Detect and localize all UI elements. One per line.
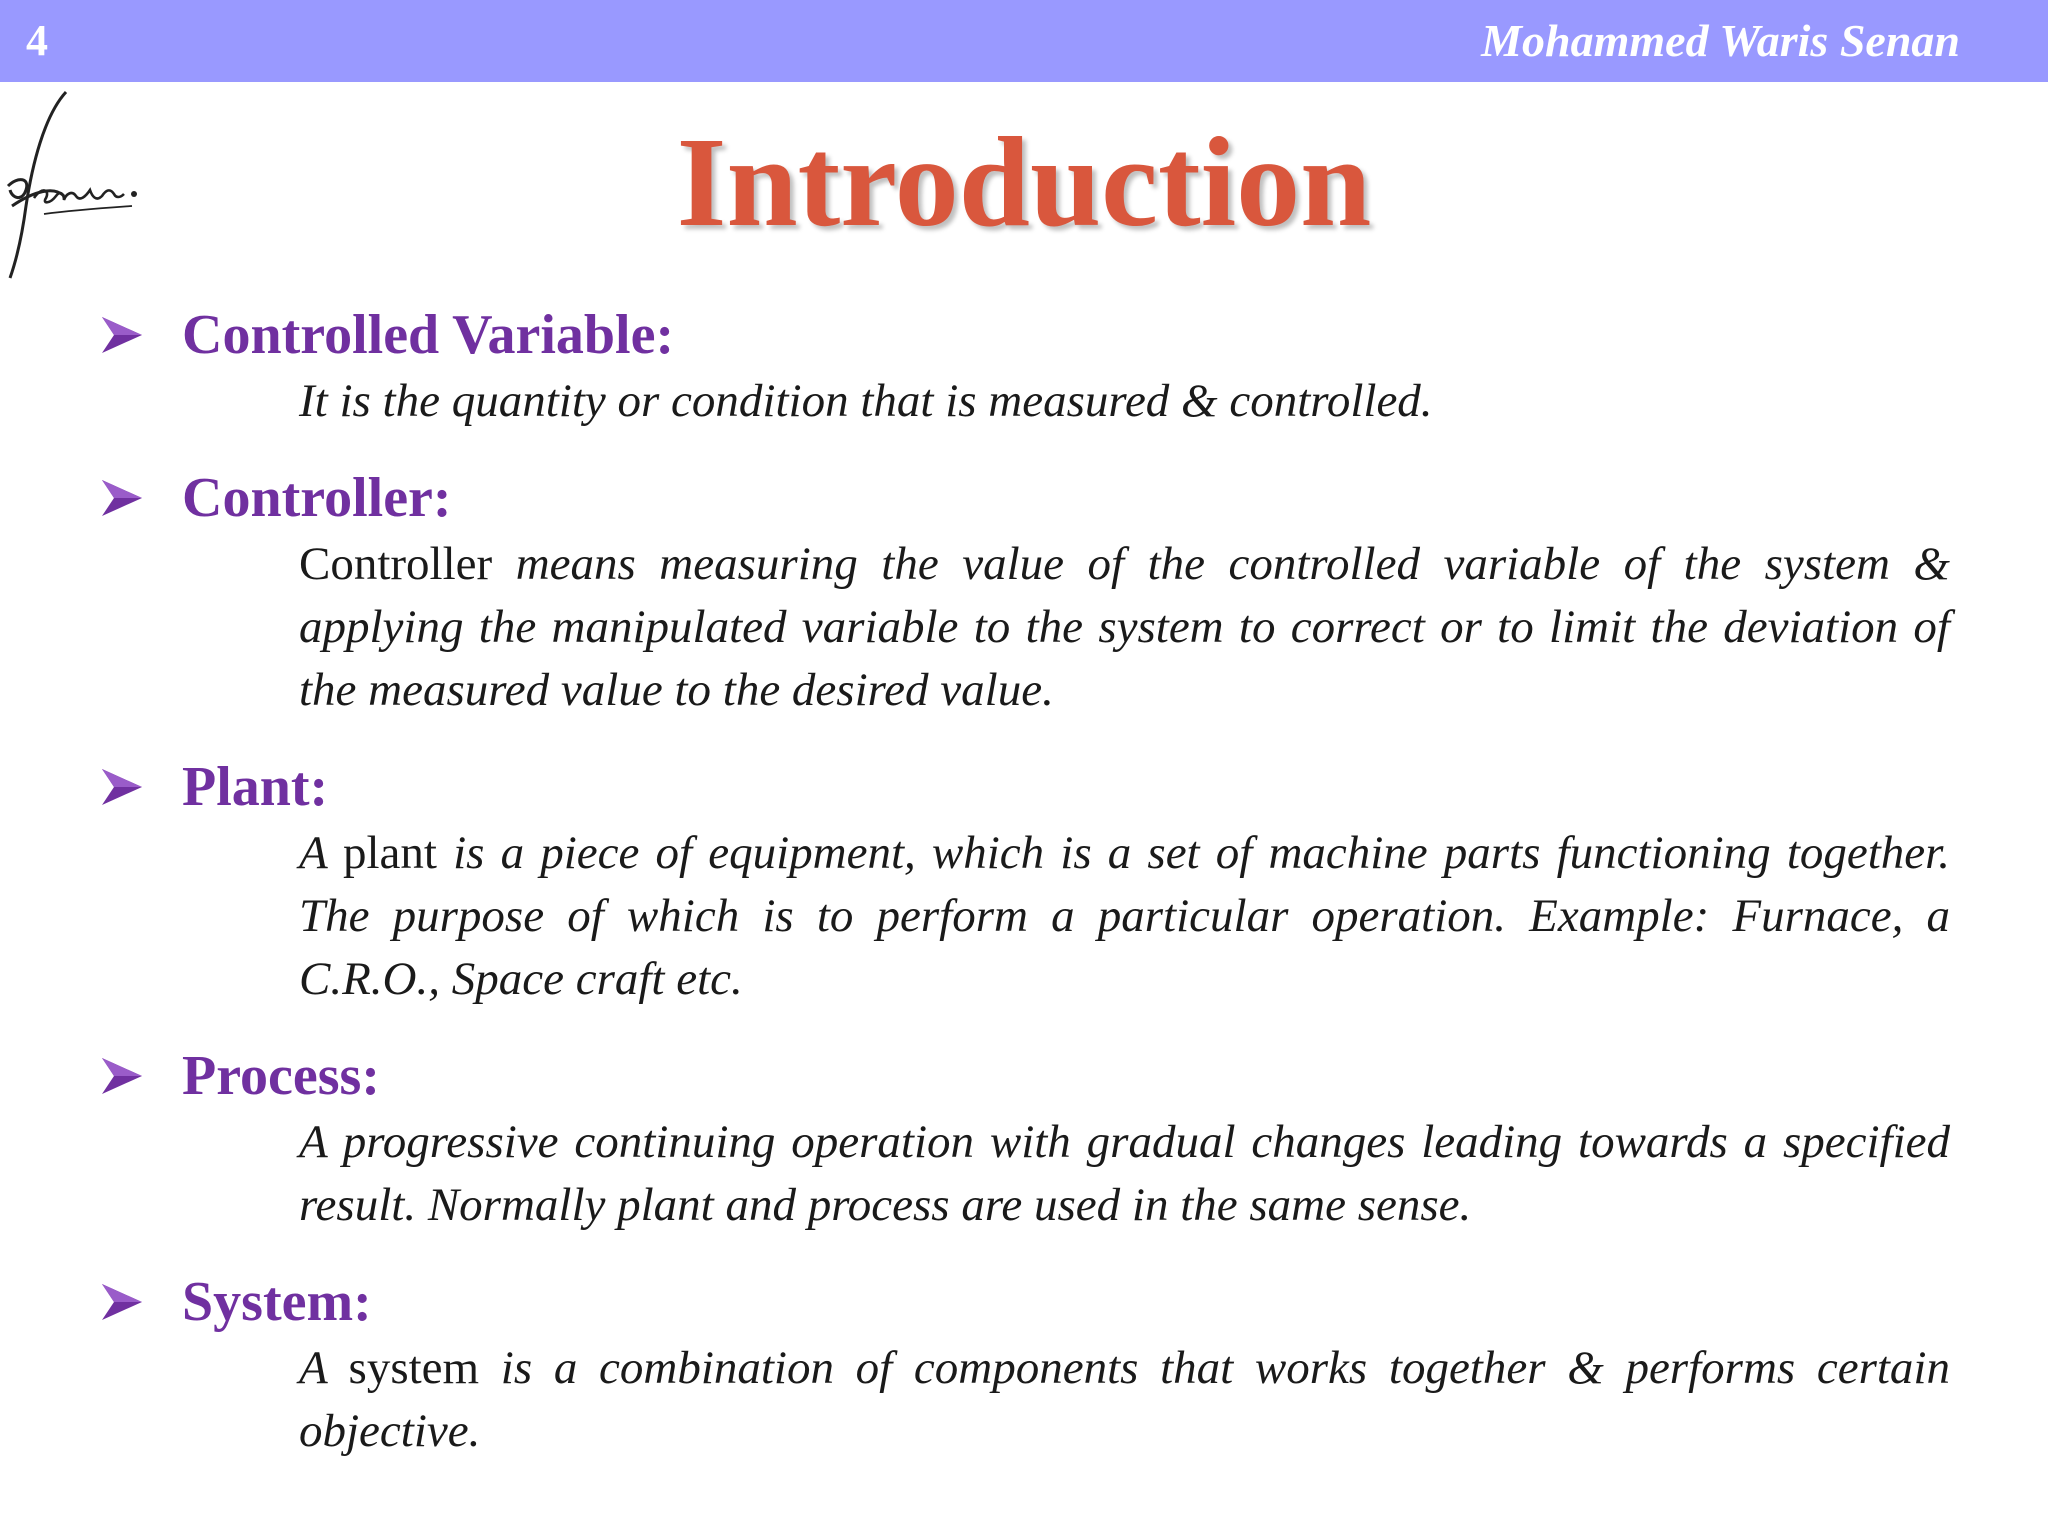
- definition-text: It is the quantity or condition that is measured & controlled.: [299, 375, 1433, 427]
- definition-text: Controller: [299, 538, 516, 590]
- term-definition: [299, 370, 1950, 433]
- term-item: [96, 1041, 1956, 1237]
- term-item: [96, 300, 1956, 433]
- term-definition: [299, 1337, 1950, 1463]
- author-name: Mohammed Waris Senan: [1481, 15, 1960, 66]
- term-item: [96, 1267, 1956, 1463]
- definition-text: system: [348, 1342, 501, 1394]
- term-item: [96, 463, 1956, 722]
- slide-number: 4: [26, 16, 48, 65]
- term-header: [96, 752, 1956, 822]
- arrow-bullet-icon: [100, 476, 144, 520]
- term-name: Plant:: [182, 756, 329, 818]
- definition-text: is a combination of components that works together & performs certain objective.: [299, 1342, 1950, 1457]
- term-name: Controlled Variable:: [182, 304, 675, 366]
- term-header: [96, 1041, 1956, 1111]
- definition-text: A: [299, 827, 343, 879]
- arrow-bullet-icon: [100, 313, 144, 357]
- term-header: [96, 300, 1956, 370]
- term-header: [96, 463, 1956, 533]
- arrow-bullet-icon: [100, 1280, 144, 1324]
- arrow-bullet-icon: [100, 1054, 144, 1098]
- definition-text: plant: [343, 827, 454, 879]
- definition-text: A progressive continuing operation with gradual changes leading towards a specified result. Normally plant and process are used in the same sense.: [299, 1116, 1950, 1231]
- term-list: [96, 300, 1956, 1493]
- term-name: System:: [182, 1271, 372, 1333]
- term-item: [96, 752, 1956, 1011]
- definition-text: means measuring the value of the controlled variable of the system & applying the manipulated variable to the system to correct or to limit the deviation of the measured value to the desired value.: [299, 538, 1950, 716]
- term-definition: [299, 822, 1950, 1011]
- term-definition: [299, 533, 1950, 722]
- term-name: Process:: [182, 1045, 380, 1107]
- slide-title: Introduction: [676, 111, 1372, 253]
- term-name: Controller:: [182, 467, 452, 529]
- term-header: [96, 1267, 1956, 1337]
- arrow-bullet-icon: [100, 765, 144, 809]
- definition-text: is a piece of equipment, which is a set of machine parts functioning together. The purpose of which is to perform a particular operation. Example: Furnace, a C.R.O., Space craft etc.: [299, 827, 1950, 1005]
- term-definition: [299, 1111, 1950, 1237]
- header-bar: [0, 0, 2048, 82]
- definition-text: A: [299, 1342, 349, 1394]
